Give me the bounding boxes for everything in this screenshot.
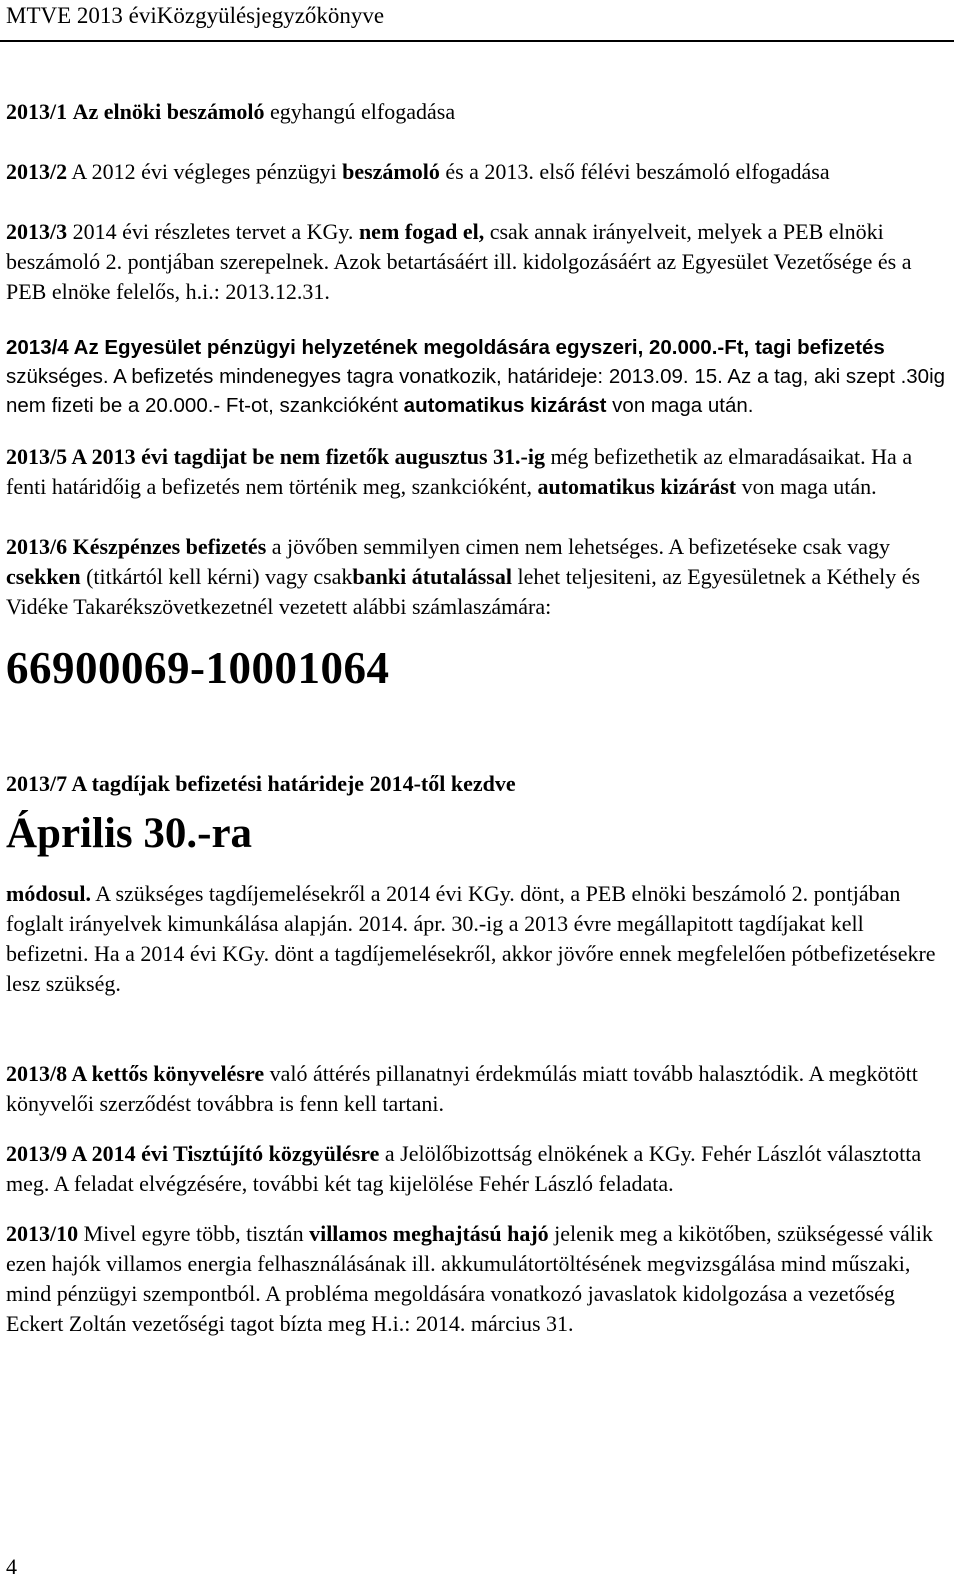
resolution-text: von maga után. xyxy=(736,474,877,499)
resolution-text: szükséges. A befizetés mindenegyes tagra vonatkozik, határideje: 2013.09. 15. Az a tag, aki szept .30ig nem fizeti be a 20.000.- Ft-ot, szankcióként xyxy=(6,365,946,417)
resolution-2013-1 xyxy=(6,97,946,127)
resolution-text: lehet teljesiteni, az Egyesületnek a Kéthely és Vidéke Takarékszövetkezetnél vezetett alábbi számlaszámára: xyxy=(6,564,921,619)
resolution-id: 2013/3 xyxy=(6,219,68,244)
resolution-text: egyhangú elfogadása xyxy=(264,99,456,124)
resolution-bold-text: 2013/6 Készpénzes befizetés xyxy=(6,534,267,559)
resolution-bold-text: módosul. xyxy=(6,881,91,906)
resolution-2013-10 xyxy=(6,1219,946,1339)
resolution-bold-text: villamos meghajtású hajó xyxy=(309,1221,549,1246)
resolution-text: csak annak irányelveit, melyek a PEB elnöki beszámoló 2. pontjában szerepelnek. Azok betartásáért ill. kidolgozásáért az Egyesület Vezetősége és a PEB elnöke felelős, h.i.: 2013.12.31. xyxy=(6,219,912,304)
header-divider xyxy=(0,40,954,42)
resolution-bold-text: 2013/8 A kettős könyvelésre xyxy=(6,1061,265,1086)
page-number: 4 xyxy=(6,1554,17,1579)
document-header: MTVE 2013 éviKözgyülésjegyzőkönyve xyxy=(6,3,385,28)
resolution-bold-text: 2013/9 A 2014 évi Tisztújító közgyülésre xyxy=(6,1141,380,1166)
resolution-bold-text: beszámoló xyxy=(342,159,440,184)
resolution-text: a Jelölőbizottság elnökének a KGy. Fehér Lászlót választotta meg. A feladat elvégzésére, további két tag kijelölése Fehér László feladata. xyxy=(6,1141,922,1196)
resolution-id: 2013/10 xyxy=(6,1221,79,1246)
resolution-text: a jövőben semmilyen cimen nem lehetséges. xyxy=(266,534,664,559)
resolution-2013-7-heading xyxy=(6,769,946,799)
resolution-bold-text: 2013/5 A 2013 évi tagdijat be nem fizetők augusztus 31.-ig xyxy=(6,444,545,469)
resolution-text: még befizethetik az elmaradásaikat. xyxy=(545,444,866,469)
resolution-bold-text: automatikus kizárást xyxy=(403,394,607,417)
resolution-2013-7 xyxy=(6,879,946,999)
resolution-bold-text: Az elnöki beszámoló xyxy=(72,99,265,124)
deadline-date: Április 30.-ra xyxy=(6,810,253,857)
resolution-bold-text: 2013/4 Az Egyesület pénzügyi helyzetének megoldására egyszeri, 20.000.-Ft, tagi befizetés xyxy=(6,336,885,359)
resolution-text: Mivel egyre több, tisztán xyxy=(78,1221,310,1246)
resolution-2013-6 xyxy=(6,532,946,622)
resolution-text: való áttérés pillanatnyi érdekmúlás miatt tovább halasztódik. A megkötött könyvelői szerződést továbbra is fenn kell tartani. xyxy=(6,1061,918,1116)
resolution-text: 2014 évi részletes tervet a KGy. xyxy=(67,219,359,244)
account-number: 66900069-10001064 xyxy=(6,643,390,693)
document-body xyxy=(6,97,946,1339)
resolution-text: és a 2013. első félévi beszámoló elfogadása xyxy=(439,159,830,184)
resolution-2013-2 xyxy=(6,157,946,187)
resolution-bold-text: automatikus kizárást xyxy=(537,474,737,499)
resolution-2013-5 xyxy=(6,442,946,502)
resolution-2013-8 xyxy=(6,1059,946,1119)
resolution-2013-9 xyxy=(6,1139,946,1199)
resolution-text: A 2012 évi végleges pénzügyi xyxy=(67,159,343,184)
resolution-id: 2013/1 xyxy=(6,99,68,124)
resolution-text: A szükséges tagdíjemelésekről a 2014 évi KGy. dönt, a PEB elnöki beszámoló 2. pontjában foglalt irányelvek kimunkálása alapján. 2014. ápr. 30.-ig a 2013 évre megállapitott tagdíjakat kell befizetni. Ha a 2014 évi KGy. dönt a tagdíjemelésekről, akkor jövőre ennek megfelelően pótbefizetésekre lesz szükség. xyxy=(6,881,936,996)
resolution-text: jelenik meg a kikötőben, szükségessé válik ezen hajók villamos energia felhasználásának ill. akkumulátortöltésének megvizsgálása mind műszaki, mind pénzügyi szempontból. A probléma megoldására vonatkozó javaslatok kidolgozása a vezetőség Eckert Zoltán vezetőségi tagot bízta meg H.i.: 2014. március 31. xyxy=(6,1221,933,1336)
resolution-2013-4 xyxy=(6,333,946,420)
resolution-text: (titkártól kell kérni) vagy csak xyxy=(80,564,353,589)
resolution-text: Ha a fenti határidőig a befizetés nem történik meg, szankcióként, xyxy=(6,444,913,499)
resolution-bold-text: nem fogad el, xyxy=(358,219,485,244)
resolution-text: von maga után. xyxy=(606,394,754,417)
resolution-bold-text: banki átutalással xyxy=(352,564,512,589)
resolution-2013-3 xyxy=(6,217,946,307)
resolution-bold-text: 2013/7 A tagdíjak befizetési határideje 2014-től kezdve xyxy=(6,771,516,796)
resolution-id: 2013/2 xyxy=(6,159,68,184)
resolution-bold-text: csekken xyxy=(6,564,81,589)
resolution-text: A befizetéseke csak vagy xyxy=(663,534,890,559)
